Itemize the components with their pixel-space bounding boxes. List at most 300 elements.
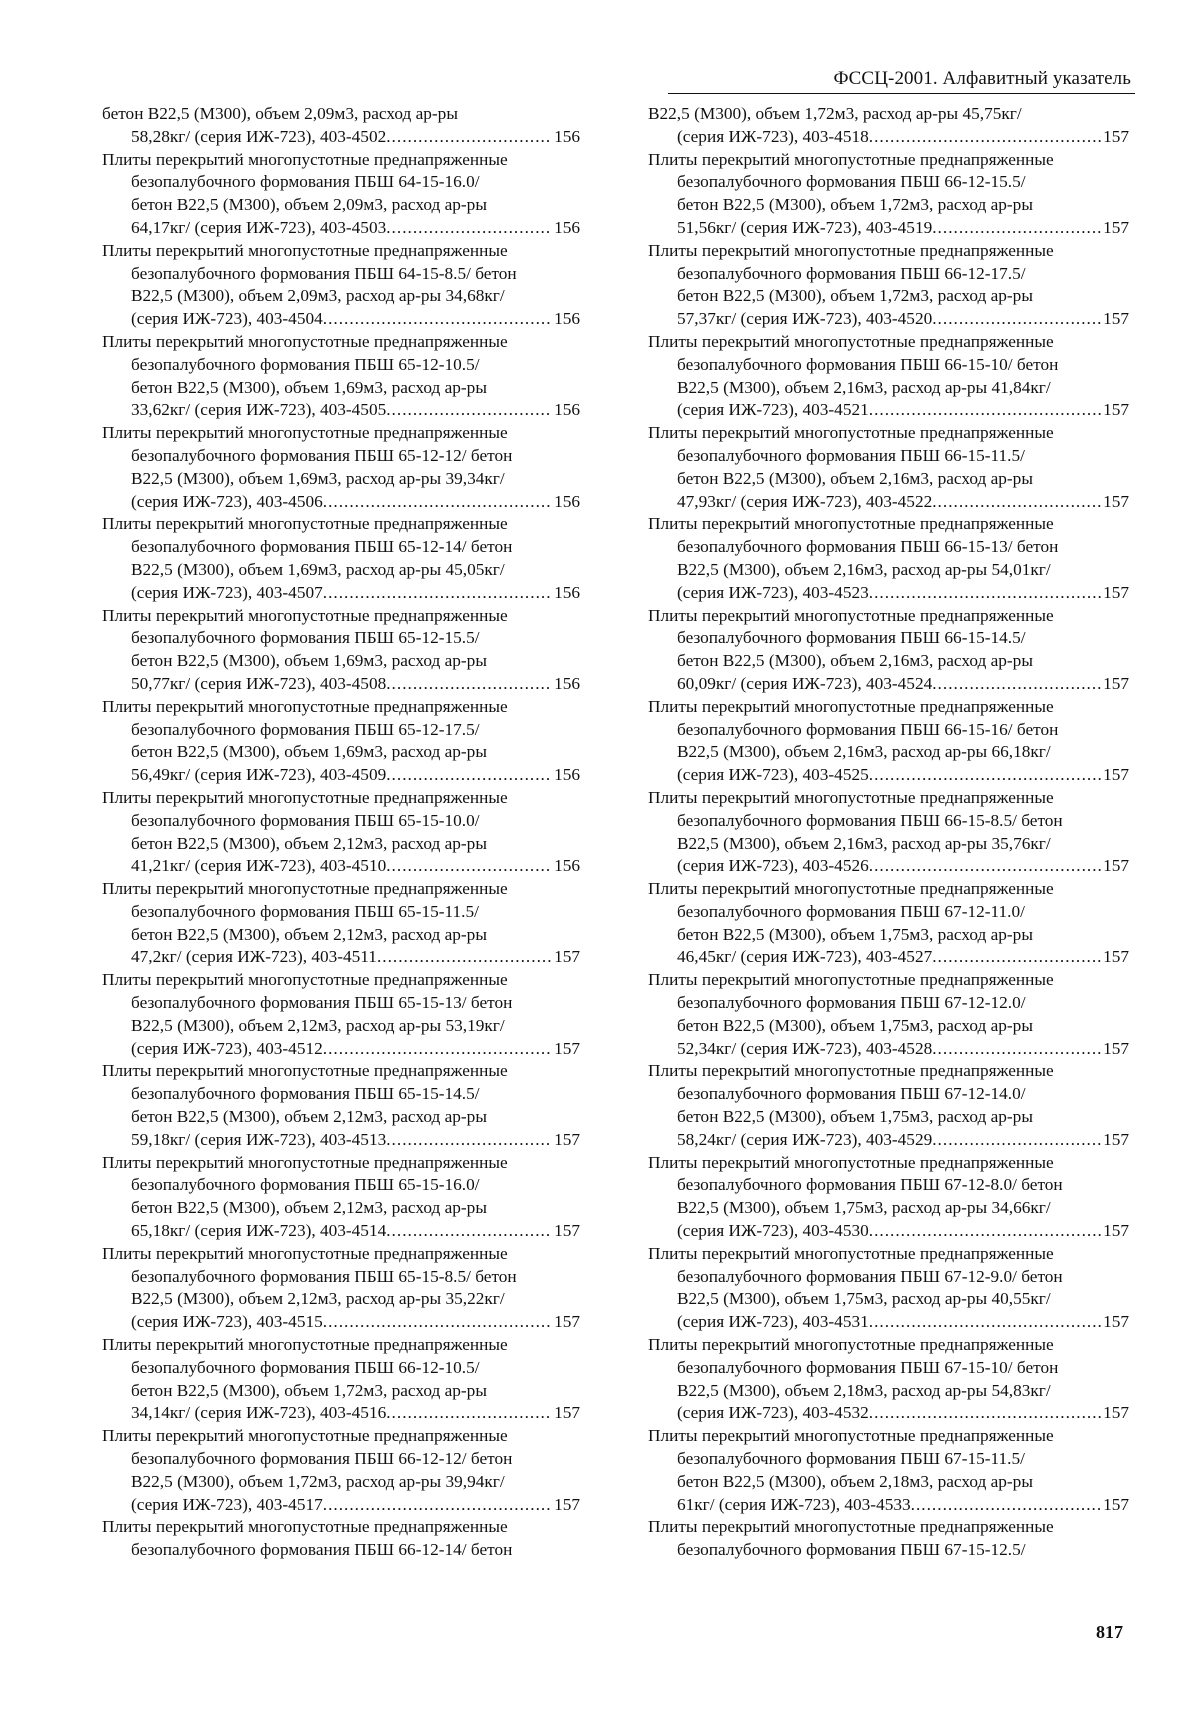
entry-line	[102, 536, 580, 559]
entry-line	[648, 513, 1129, 536]
running-header: ФССЦ-2001. Алфавитный указатель	[833, 68, 1131, 89]
entry-line	[102, 1288, 580, 1311]
entry-text: бетон В22,5 (М300), объем 1,75м3, расход ар-ры	[677, 924, 1033, 944]
entry-text: 47,93кг/ (серия ИЖ-723), 403-4522	[677, 491, 933, 511]
entry-text: Плиты перекрытий многопустотные преднапряженные	[102, 1517, 508, 1537]
entry-page-ref: 157	[1103, 1312, 1129, 1332]
entry-line	[102, 650, 580, 673]
entry-text: Плиты перекрытий многопустотные преднапряженные	[102, 1152, 508, 1172]
entry-text: безопалубочного формования ПБШ 66-12-17.5/	[677, 263, 1026, 283]
index-entry	[102, 149, 580, 240]
entry-line	[102, 1494, 580, 1517]
entry-page-ref: 157	[1103, 217, 1129, 237]
entry-line	[102, 1539, 580, 1562]
dot-leader	[869, 582, 1101, 605]
entry-line	[102, 149, 580, 172]
entry-page-ref: 157	[554, 947, 580, 967]
entry-line	[102, 126, 580, 149]
entry-line	[648, 354, 1129, 377]
entry-page-ref: 157	[1103, 491, 1129, 511]
entry-line	[648, 582, 1129, 605]
entry-line	[648, 1380, 1129, 1403]
entry-line	[102, 810, 580, 833]
entry-page-ref: 157	[1103, 400, 1129, 420]
entry-line	[102, 217, 580, 240]
dot-leader	[932, 308, 1101, 331]
entry-text: (серия ИЖ-723), 403-4507	[131, 582, 323, 602]
entry-line	[648, 331, 1129, 354]
entry-text: В22,5 (М300), объем 1,75м3, расход ар-ры 40,55кг/	[677, 1289, 1051, 1309]
entry-text: бетон В22,5 (М300), объем 1,72м3, расход ар-ры	[131, 1380, 487, 1400]
entry-line	[102, 1083, 580, 1106]
entry-line	[102, 468, 580, 491]
entry-line	[648, 1402, 1129, 1425]
entry-page-ref: 157	[1103, 582, 1129, 602]
entry-line	[648, 263, 1129, 286]
entry-line	[102, 1220, 580, 1243]
entry-text: В22,5 (М300), объем 2,16м3, расход ар-ры 66,18кг/	[677, 742, 1051, 762]
entry-text: (серия ИЖ-723), 403-4504	[131, 309, 323, 329]
entry-line	[648, 719, 1129, 742]
entry-text: 51,56кг/ (серия ИЖ-723), 403-4519	[677, 217, 933, 237]
entry-text: (серия ИЖ-723), 403-4512	[131, 1038, 323, 1058]
entry-line	[648, 969, 1129, 992]
entry-line	[648, 149, 1129, 172]
entry-page-ref: 157	[1103, 309, 1129, 329]
entry-text: (серия ИЖ-723), 403-4515	[131, 1312, 323, 1332]
entry-text: 58,24кг/ (серия ИЖ-723), 403-4529	[677, 1129, 933, 1149]
entry-text: безопалубочного формования ПБШ 65-15-8.5/ бетон	[131, 1266, 517, 1286]
entry-text: 61кг/ (серия ИЖ-723), 403-4533	[677, 1494, 911, 1514]
entry-text: (серия ИЖ-723), 403-4517	[131, 1494, 323, 1514]
entry-line	[102, 1425, 580, 1448]
entry-line	[648, 650, 1129, 673]
entry-text: Плиты перекрытий многопустотные преднапряженные	[648, 149, 1054, 169]
dot-leader	[911, 1494, 1101, 1517]
index-entry	[102, 513, 580, 604]
entry-text: безопалубочного формования ПБШ 66-15-8.5/ бетон	[677, 810, 1063, 830]
entry-line	[102, 171, 580, 194]
entry-line	[648, 285, 1129, 308]
entry-line	[102, 1357, 580, 1380]
entry-line	[102, 1106, 580, 1129]
entry-line	[102, 673, 580, 696]
entry-line	[648, 1288, 1129, 1311]
entry-text: Плиты перекрытий многопустотные преднапряженные	[648, 879, 1054, 899]
entry-text: Плиты перекрытий многопустотные преднапряженные	[102, 514, 508, 534]
dot-leader	[323, 582, 552, 605]
index-entry	[648, 605, 1129, 696]
entry-line	[648, 810, 1129, 833]
entry-text: безопалубочного формования ПБШ 67-12-9.0/ бетон	[677, 1266, 1063, 1286]
dot-leader	[869, 1402, 1101, 1425]
entry-line	[102, 240, 580, 263]
entry-text: бетон В22,5 (М300), объем 1,69м3, расход ар-ры	[131, 742, 487, 762]
entry-line	[102, 969, 580, 992]
entry-line	[648, 605, 1129, 628]
entry-line	[102, 1174, 580, 1197]
entry-text: Плиты перекрытий многопустотные преднапряженные	[102, 1426, 508, 1446]
entry-line	[102, 285, 580, 308]
left-column	[102, 103, 580, 1562]
entry-line	[648, 377, 1129, 400]
entry-text: Плиты перекрытий многопустотные преднапряженные	[648, 1061, 1054, 1081]
entry-line	[648, 308, 1129, 331]
entry-text: Плиты перекрытий многопустотные преднапряженные	[648, 1335, 1054, 1355]
dot-leader	[932, 217, 1101, 240]
index-entry	[648, 696, 1129, 787]
entry-text: 58,28кг/ (серия ИЖ-723), 403-4502	[131, 126, 387, 146]
entry-text: бетон В22,5 (М300), объем 2,16м3, расход ар-ры	[677, 468, 1033, 488]
entry-text: В22,5 (М300), объем 2,16м3, расход ар-ры 54,01кг/	[677, 559, 1051, 579]
entry-line	[102, 605, 580, 628]
entry-text: 52,34кг/ (серия ИЖ-723), 403-4528	[677, 1038, 933, 1058]
dot-leader	[386, 855, 552, 878]
entry-page-ref: 156	[554, 856, 580, 876]
entry-text: 64,17кг/ (серия ИЖ-723), 403-4503	[131, 217, 387, 237]
entry-line	[648, 1494, 1129, 1517]
entry-line	[102, 764, 580, 787]
dot-leader	[932, 673, 1101, 696]
index-entry	[648, 103, 1129, 149]
dot-leader	[932, 1129, 1101, 1152]
entry-text: Плиты перекрытий многопустотные преднапряженные	[102, 331, 508, 351]
entry-page-ref: 156	[554, 491, 580, 511]
entry-text: В22,5 (М300), объем 1,72м3, расход ар-ры 39,94кг/	[131, 1471, 505, 1491]
index-entry	[102, 1152, 580, 1243]
entry-line	[102, 513, 580, 536]
entry-line	[102, 1311, 580, 1334]
entry-text: Плиты перекрытий многопустотные преднапряженные	[648, 331, 1054, 351]
entry-line	[102, 1197, 580, 1220]
entry-text: безопалубочного формования ПБШ 66-15-11.5/	[677, 445, 1025, 465]
entry-line	[102, 1448, 580, 1471]
entry-page-ref: 156	[554, 309, 580, 329]
entry-line	[648, 217, 1129, 240]
entry-text: бетон В22,5 (М300), объем 1,75м3, расход ар-ры	[677, 1107, 1033, 1127]
entry-page-ref: 156	[554, 126, 580, 146]
entry-text: (серия ИЖ-723), 403-4518	[677, 126, 869, 146]
index-entry	[102, 240, 580, 331]
index-entry	[648, 1425, 1129, 1516]
entry-line	[648, 1015, 1129, 1038]
entry-line	[102, 878, 580, 901]
entry-line	[648, 126, 1129, 149]
header-rule	[668, 93, 1135, 94]
entry-line	[648, 855, 1129, 878]
entry-line	[648, 1083, 1129, 1106]
dot-leader	[932, 946, 1101, 969]
entry-line	[102, 331, 580, 354]
entry-text: Плиты перекрытий многопустотные преднапряженные	[648, 1243, 1054, 1263]
index-entry	[102, 1516, 580, 1562]
entry-text: В22,5 (М300), объем 1,69м3, расход ар-ры 45,05кг/	[131, 559, 505, 579]
entry-line	[648, 1174, 1129, 1197]
entry-page-ref: 157	[554, 1129, 580, 1149]
index-entry	[648, 969, 1129, 1060]
entry-line	[648, 491, 1129, 514]
entry-text: бетон В22,5 (М300), объем 1,72м3, расход ар-ры	[677, 195, 1033, 215]
dot-leader	[869, 1311, 1101, 1334]
entry-line	[648, 1243, 1129, 1266]
entry-text: Плиты перекрытий многопустотные преднапряженные	[102, 787, 508, 807]
entry-line	[102, 719, 580, 742]
dot-leader	[386, 1220, 552, 1243]
entry-line	[648, 1516, 1129, 1539]
index-entry	[648, 878, 1129, 969]
entry-text: 60,09кг/ (серия ИЖ-723), 403-4524	[677, 673, 933, 693]
index-entry	[648, 422, 1129, 513]
entry-line	[102, 1152, 580, 1175]
entry-text: безопалубочного формования ПБШ 67-12-11.0/	[677, 901, 1025, 921]
entry-line	[648, 536, 1129, 559]
entry-text: Плиты перекрытий многопустотные преднапряженные	[102, 423, 508, 443]
dot-leader	[386, 764, 552, 787]
entry-line	[102, 946, 580, 969]
entry-text: (серия ИЖ-723), 403-4530	[677, 1221, 869, 1241]
index-entry	[648, 1060, 1129, 1151]
entry-text: 33,62кг/ (серия ИЖ-723), 403-4505	[131, 400, 387, 420]
entry-page-ref: 157	[1103, 1038, 1129, 1058]
entry-text: безопалубочного формования ПБШ 66-15-16/ бетон	[677, 719, 1059, 739]
entry-line	[102, 1015, 580, 1038]
entry-line	[648, 399, 1129, 422]
entry-text: бетон В22,5 (М300), объем 2,18м3, расход ар-ры	[677, 1471, 1033, 1491]
entry-text: Плиты перекрытий многопустотные преднапряженные	[648, 514, 1054, 534]
dot-leader	[869, 126, 1101, 149]
entry-text: (серия ИЖ-723), 403-4506	[131, 491, 323, 511]
entry-line	[102, 1334, 580, 1357]
entry-text: В22,5 (М300), объем 2,16м3, расход ар-ры 41,84кг/	[677, 377, 1051, 397]
entry-text: В22,5 (М300), объем 2,12м3, расход ар-ры 53,19кг/	[131, 1015, 505, 1035]
entry-line	[648, 1311, 1129, 1334]
entry-text: бетон В22,5 (М300), объем 2,09м3, расход ар-ры	[131, 195, 487, 215]
index-entry	[102, 1060, 580, 1151]
entry-page-ref: 157	[1103, 1403, 1129, 1423]
entry-line	[648, 833, 1129, 856]
index-entry	[648, 513, 1129, 604]
entry-text: 41,21кг/ (серия ИЖ-723), 403-4510	[131, 856, 387, 876]
entry-text: безопалубочного формования ПБШ 66-15-14.5/	[677, 628, 1026, 648]
entry-text: (серия ИЖ-723), 403-4523	[677, 582, 869, 602]
entry-text: В22,5 (М300), объем 1,75м3, расход ар-ры 34,66кг/	[677, 1198, 1051, 1218]
index-entry	[102, 787, 580, 878]
entry-text: безопалубочного формования ПБШ 65-12-12/ бетон	[131, 445, 513, 465]
entry-line	[648, 787, 1129, 810]
entry-line	[102, 194, 580, 217]
dot-leader	[377, 946, 552, 969]
entry-line	[648, 171, 1129, 194]
entry-text: В22,5 (М300), объем 2,12м3, расход ар-ры 35,22кг/	[131, 1289, 505, 1309]
entry-text: 57,37кг/ (серия ИЖ-723), 403-4520	[677, 309, 933, 329]
entry-page-ref: 156	[554, 217, 580, 237]
right-column	[648, 103, 1129, 1562]
entry-text: Плиты перекрытий многопустотные преднапряженные	[102, 696, 508, 716]
entry-page-ref: 157	[1103, 856, 1129, 876]
entry-text: безопалубочного формования ПБШ 65-12-17.5/	[131, 719, 480, 739]
entry-text: бетон В22,5 (М300), объем 1,72м3, расход ар-ры	[677, 286, 1033, 306]
entry-line	[648, 1539, 1129, 1562]
entry-line	[648, 1357, 1129, 1380]
entry-text: безопалубочного формования ПБШ 65-15-14.5/	[131, 1084, 480, 1104]
entry-text: Плиты перекрытий многопустотные преднапряженные	[648, 1426, 1054, 1446]
index-entry	[102, 1425, 580, 1516]
entry-text: безопалубочного формования ПБШ 67-15-11.5/	[677, 1449, 1025, 1469]
dot-leader	[386, 673, 552, 696]
entry-page-ref: 157	[1103, 673, 1129, 693]
dot-leader	[869, 855, 1101, 878]
entry-page-ref: 157	[554, 1312, 580, 1332]
entry-text: безопалубочного формования ПБШ 65-15-13/ бетон	[131, 993, 513, 1013]
entry-line	[102, 582, 580, 605]
entry-line	[102, 787, 580, 810]
entry-line	[648, 1129, 1129, 1152]
entry-line	[648, 1038, 1129, 1061]
entry-line	[648, 924, 1129, 947]
entry-line	[102, 1129, 580, 1152]
entry-page-ref: 157	[554, 1221, 580, 1241]
dot-leader	[323, 1038, 552, 1061]
entry-line	[102, 855, 580, 878]
entry-line	[648, 1471, 1129, 1494]
entry-text: безопалубочного формования ПБШ 65-15-11.5/	[131, 901, 479, 921]
entry-line	[102, 1516, 580, 1539]
entry-line	[648, 1197, 1129, 1220]
entry-line	[648, 1334, 1129, 1357]
entry-text: Плиты перекрытий многопустотные преднапряженные	[102, 970, 508, 990]
entry-text: безопалубочного формования ПБШ 66-15-10/ бетон	[677, 354, 1059, 374]
entry-line	[648, 240, 1129, 263]
entry-text: В22,5 (М300), объем 2,16м3, расход ар-ры 35,76кг/	[677, 833, 1051, 853]
index-entry	[102, 422, 580, 513]
entry-text: Плиты перекрытий многопустотные преднапряженные	[102, 879, 508, 899]
entry-text: В22,5 (М300), объем 1,72м3, расход ар-ры 45,75кг/	[648, 104, 1022, 123]
entry-text: бетон В22,5 (М300), объем 2,16м3, расход ар-ры	[677, 651, 1033, 671]
index-entry	[102, 696, 580, 787]
entry-line	[102, 1380, 580, 1403]
entry-line	[102, 491, 580, 514]
entry-line	[648, 878, 1129, 901]
entry-page-ref: 157	[1103, 765, 1129, 785]
entry-text: (серия ИЖ-723), 403-4521	[677, 400, 869, 420]
entry-line	[102, 741, 580, 764]
entry-line	[648, 992, 1129, 1015]
dot-leader	[932, 1038, 1101, 1061]
entry-page-ref: 157	[554, 1494, 580, 1514]
entry-line	[648, 103, 1129, 126]
entry-page-ref: 157	[554, 1403, 580, 1423]
entry-text: бетон В22,5 (М300), объем 2,12м3, расход ар-ры	[131, 924, 487, 944]
index-entry	[102, 103, 580, 149]
entry-line	[648, 741, 1129, 764]
entry-page-ref: 156	[554, 765, 580, 785]
index-entry	[648, 1152, 1129, 1243]
dot-leader	[932, 491, 1101, 514]
entry-line	[102, 445, 580, 468]
entry-text: безопалубочного формования ПБШ 66-12-12/ бетон	[131, 1449, 513, 1469]
entry-line	[102, 696, 580, 719]
entry-line	[102, 354, 580, 377]
entry-line	[102, 308, 580, 331]
dot-leader	[386, 126, 552, 149]
entry-page-ref: 157	[1103, 1129, 1129, 1149]
dot-leader	[386, 1402, 552, 1425]
index-entry	[648, 1516, 1129, 1562]
entry-line	[102, 1402, 580, 1425]
entry-line	[102, 1060, 580, 1083]
entry-line	[648, 1425, 1129, 1448]
index-entry	[102, 605, 580, 696]
entry-text: безопалубочного формования ПБШ 65-12-14/ бетон	[131, 537, 513, 557]
entry-text: Плиты перекрытий многопустотные преднапряженные	[648, 1517, 1054, 1537]
entry-text: безопалубочного формования ПБШ 67-12-12.0/	[677, 993, 1026, 1013]
entry-text: Плиты перекрытий многопустотные преднапряженные	[102, 1335, 508, 1355]
entry-page-ref: 157	[1103, 1221, 1129, 1241]
entry-page-ref: 157	[1103, 1494, 1129, 1514]
entry-line	[648, 764, 1129, 787]
dot-leader	[323, 308, 552, 331]
index-entry	[102, 969, 580, 1060]
entry-text: безопалубочного формования ПБШ 67-12-8.0/ бетон	[677, 1175, 1063, 1195]
entry-text: В22,5 (М300), объем 2,18м3, расход ар-ры 54,83кг/	[677, 1380, 1051, 1400]
entry-text: бетон В22,5 (М300), объем 1,75м3, расход ар-ры	[677, 1015, 1033, 1035]
entry-text: Плиты перекрытий многопустотные преднапряженные	[102, 1243, 508, 1263]
page-number: 817	[1096, 1622, 1123, 1642]
dot-leader	[386, 217, 552, 240]
entry-line	[648, 1448, 1129, 1471]
dot-leader	[323, 1311, 552, 1334]
index-entry	[102, 331, 580, 422]
dot-leader	[386, 1129, 552, 1152]
entry-line	[102, 901, 580, 924]
entry-text: безопалубочного формования ПБШ 67-15-12.5/	[677, 1540, 1026, 1560]
entry-text: (серия ИЖ-723), 403-4526	[677, 856, 869, 876]
entry-text: безопалубочного формования ПБШ 65-15-10.0/	[131, 810, 480, 830]
entry-line	[102, 1471, 580, 1494]
entry-text: бетон В22,5 (М300), объем 2,09м3, расход ар-ры	[102, 104, 458, 123]
entry-line	[648, 422, 1129, 445]
entry-line	[102, 627, 580, 650]
index-entry	[648, 1334, 1129, 1425]
entry-page-ref: 156	[554, 673, 580, 693]
entry-line	[102, 1038, 580, 1061]
entry-text: 34,14кг/ (серия ИЖ-723), 403-4516	[131, 1403, 387, 1423]
entry-text: бетон В22,5 (М300), объем 1,69м3, расход ар-ры	[131, 651, 487, 671]
entry-line	[648, 946, 1129, 969]
entry-text: безопалубочного формования ПБШ 65-12-15.5/	[131, 628, 480, 648]
entry-text: бетон В22,5 (М300), объем 2,12м3, расход ар-ры	[131, 1107, 487, 1127]
entry-text: 59,18кг/ (серия ИЖ-723), 403-4513	[131, 1129, 387, 1149]
entry-line	[102, 263, 580, 286]
entry-text: безопалубочного формования ПБШ 67-12-14.0/	[677, 1084, 1026, 1104]
entry-text: Плиты перекрытий многопустотные преднапряженные	[102, 240, 508, 260]
entry-line	[648, 468, 1129, 491]
entry-text: В22,5 (М300), объем 2,09м3, расход ар-ры 34,68кг/	[131, 286, 505, 306]
entry-text: Плиты перекрытий многопустотные преднапряженные	[102, 605, 508, 625]
entry-line	[648, 445, 1129, 468]
index-entry	[102, 1334, 580, 1425]
dot-leader	[323, 1494, 552, 1517]
entry-line	[102, 422, 580, 445]
dot-leader	[869, 764, 1101, 787]
entry-line	[648, 194, 1129, 217]
entry-text: безопалубочного формования ПБШ 64-15-16.0/	[131, 172, 480, 192]
entry-text: Плиты перекрытий многопустотные преднапряженные	[648, 696, 1054, 716]
entry-text: безопалубочного формования ПБШ 65-12-10.5/	[131, 354, 480, 374]
entry-page-ref: 157	[1103, 126, 1129, 146]
entry-line	[102, 559, 580, 582]
index-entry	[648, 240, 1129, 331]
